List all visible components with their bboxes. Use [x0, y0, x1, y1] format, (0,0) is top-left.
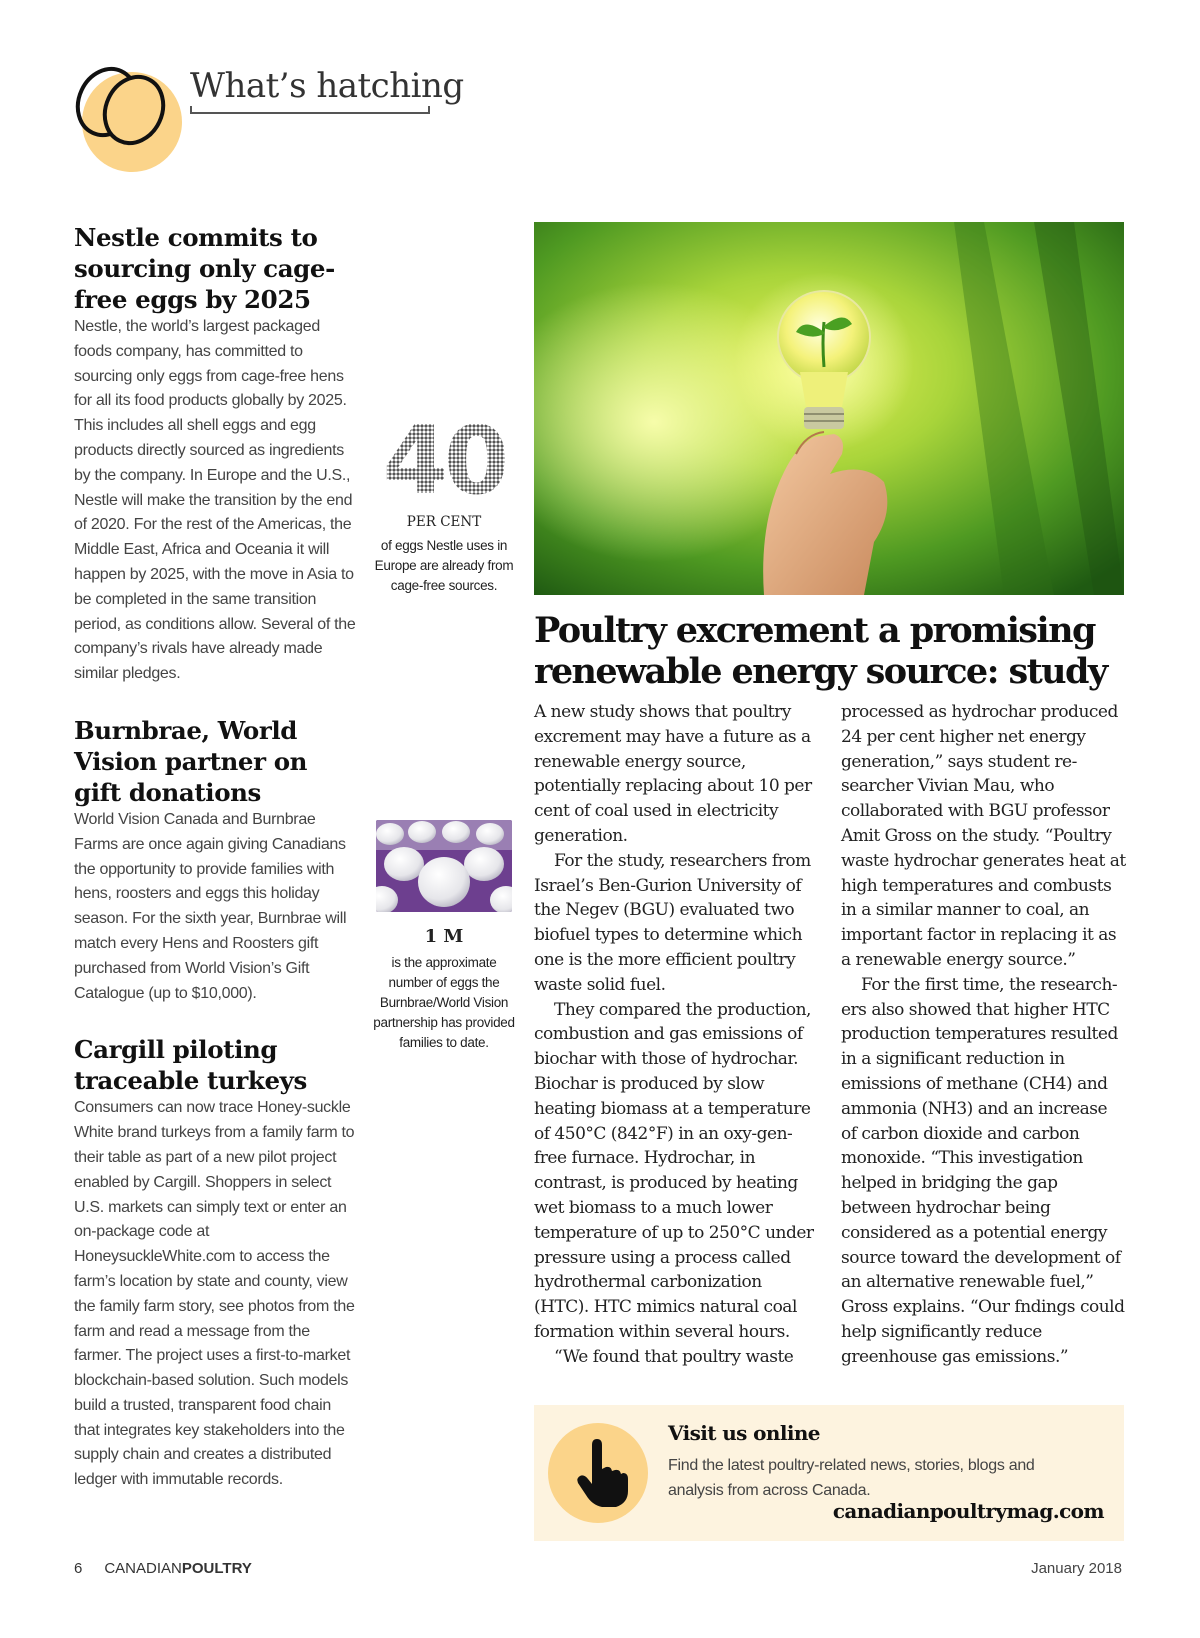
story-headline: Cargill piloting traceable turkeys	[74, 1035, 307, 1096]
article-paragraph: For the first time, the research-ers also showed that higher HTC production temperatures resulted in a significant reduction in emissions of methane (CH4) and ammonia (NH3) and an increase of carbon dioxide and carbon monoxide. “This investigation helped in bridging the gap between hydrochar being considered as a potential energy source toward the development of an alternative renewable fuel,” Gross explains. “Our fndings could help significantly reduce greenhouse gas emissions.”	[841, 974, 1125, 1367]
stat-number: 1 M	[424, 926, 464, 947]
eggs-carton-photo	[376, 820, 512, 912]
lightbulb-hand-photo	[534, 222, 1124, 595]
page-number: 6	[74, 1560, 83, 1577]
issue-date: January 2018	[1031, 1560, 1122, 1577]
title-rule-tick-right	[428, 106, 430, 114]
main-headline: Poultry excrement a promising renewable energy source: study	[534, 610, 1107, 692]
footer-left	[74, 1560, 252, 1577]
left-column	[74, 222, 356, 1521]
stat-eggs-provided	[372, 820, 516, 1053]
visit-online-box	[534, 1405, 1124, 1541]
visit-title: Visit us online	[668, 1421, 820, 1445]
story-cargill	[74, 1034, 356, 1493]
stat-description: is the approximate number of eggs the Burnbrae/World Vision partnership has provided families to date.	[373, 955, 515, 1050]
story-burnbrae	[74, 715, 356, 1006]
article-paragraph: For the study, researchers from Israel’s Ben-Gurion University of the Negev (BGU) evaluated two biofuel types to determine which one is the more efficient poultry waste solid fuel.	[534, 850, 811, 995]
story-body: World Vision Canada and Burnbrae Farms are once again giving Canadians the opportunity to provide families with hens, roosters and eggs this holiday season. For the sixth year, Burnbrae will match every Hens and Roosters gift purchased from World Vision’s Gift Catalogue (up to $10,000).	[74, 810, 347, 1002]
section-title: What’s hatching	[190, 66, 464, 106]
visit-text: Find the latest poultry-related news, stories, blogs and analysis from across Canada.	[668, 1457, 1035, 1499]
title-rule-tick-left	[190, 106, 192, 114]
stat-description: of eggs Nestle uses in Europe are already from cage-free sources.	[374, 538, 514, 593]
eggs-icon	[72, 64, 182, 174]
story-headline: Nestle commits to sourcing only cage-free eggs by 2025	[74, 223, 335, 314]
story-body: Consumers can now trace Honey-suckle White brand turkeys from a family farm to their table as part of a new pilot project enabled by Cargill. Shoppers in select U.S. markets can simply text or enter an on-package code at HoneysuckleWhite.com to access the farm’s location by state and county, view the family farm story, see photos from the farm and read a message from the farmer. The project uses a first-to-market blockchain-based solution. Such models build a trusted, transparent food chain that integrates key stakeholders into the supply chain and creates a distributed ledger with immutable records.	[74, 1099, 355, 1489]
story-nestle	[74, 222, 356, 687]
article-paragraph: A new study shows that poultry excrement may have a future as a renewable energy source, potentially replacing about 10 per cent of coal used in electricity generation.	[534, 702, 812, 846]
article-paragraph: processed as hydrochar produced 24 per cent higher net energy generation,” says student re-searcher Vivian Mau, who collaborated with BGU professor Amit Gross on the study. “Poultry waste hydrochar generates heat at high temperatures and combusts in a similar manner to coal, an important factor in replacing it as a renewable energy source.”	[841, 702, 1126, 970]
brand-light: CANADIAN	[104, 1560, 182, 1577]
website-link[interactable]: canadianpoultrymag.com	[832, 1499, 1104, 1523]
story-headline: Burnbrae, World Vision partner on gift donations	[74, 715, 308, 807]
stat-cage-free	[368, 407, 520, 596]
article-column-a	[534, 700, 819, 1370]
brand-bold: POULTRY	[181, 1560, 252, 1577]
stat-unit: PER CENT	[406, 514, 482, 530]
stat-number: 40	[368, 420, 520, 504]
story-body: Nestle, the world’s largest packaged foods company, has committed to sourcing only eggs from cage-free hens for all its food products globally by 2025. This includes all shell eggs and egg products directly sourced as ingredients by the company. In Europe and the U.S., Nestle will make the transition by the end of 2020. For the rest of the Americas, the Middle East, Africa and Oceania it will happen by 2025, with the move in Asia to be completed in the same transition period, as conditions allow. Several of the company’s rivals have already made similar pledges.	[74, 318, 356, 683]
article-paragraph: They compared the production, combustion and gas emissions of biochar with those of hydrochar. Biochar is produced by slow heating biomass at a temperature of 450°C (842°F) in an oxy-gen-free furnace. Hydrochar, in contrast, is produced by heating wet biomass to a much lower temperature of up to 250°C under pressure using a process called hydrothermal carbonization (HTC). HTC mimics natural coal formation within several hours.	[534, 999, 814, 1342]
section-logo	[72, 64, 182, 174]
title-rule	[190, 112, 430, 114]
pointing-hand-icon	[548, 1423, 648, 1523]
visit-circle	[548, 1423, 648, 1523]
article-column-b	[841, 700, 1126, 1370]
article-paragraph: “We found that poultry waste	[554, 1346, 794, 1367]
